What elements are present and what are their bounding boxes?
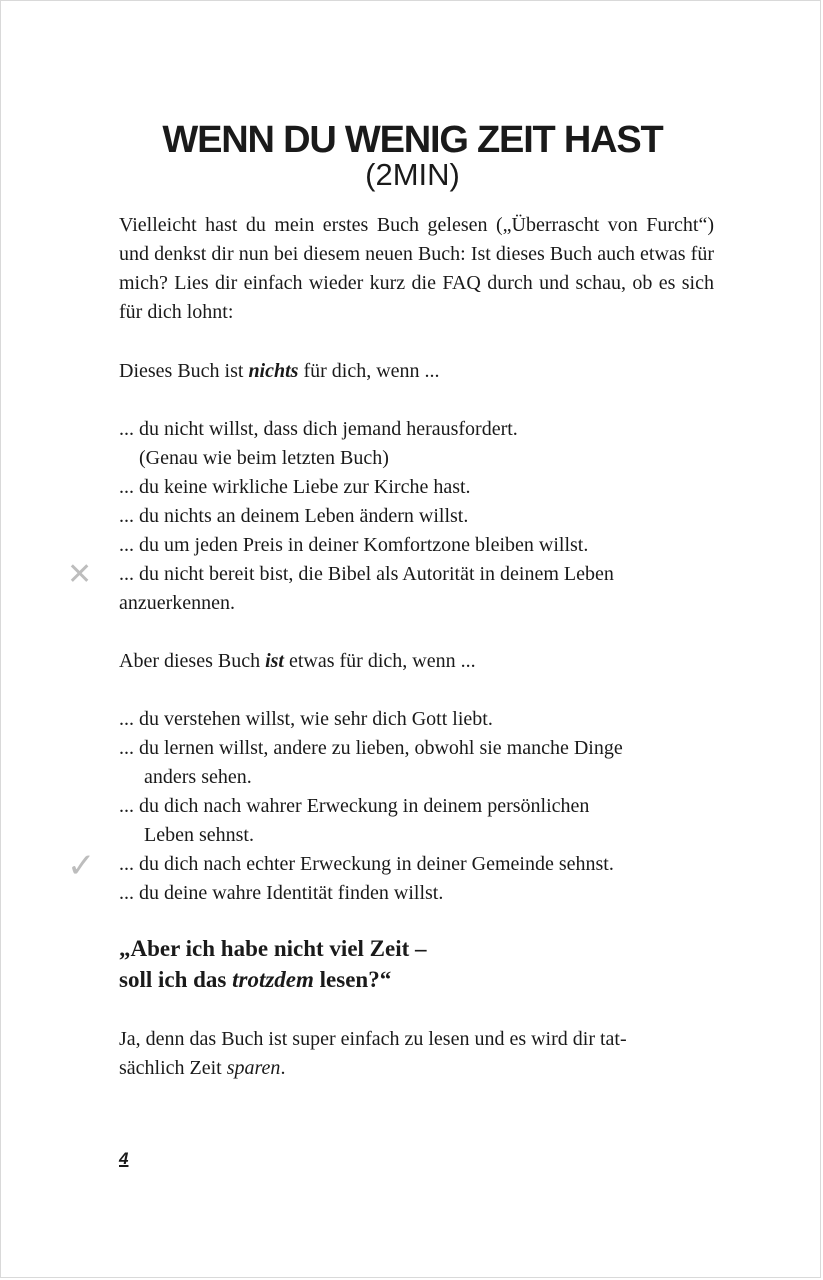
answer-emphasis: sparen bbox=[226, 1057, 281, 1079]
answer-post: . bbox=[280, 1057, 286, 1079]
list-item: anzuerkennen. bbox=[119, 592, 236, 614]
question-pre: soll ich das bbox=[119, 967, 233, 992]
question-heading bbox=[119, 933, 714, 995]
page-title: WENN DU WENIG ZEIT HAST bbox=[162, 119, 663, 161]
question-emphasis: trotzdem bbox=[232, 967, 314, 992]
answer-pre: sächlich Zeit bbox=[119, 1057, 227, 1079]
is-for-lead-emphasis: ist bbox=[265, 650, 284, 672]
page-number: 4 bbox=[119, 1149, 129, 1168]
intro-text: Vielleicht hast du mein erstes Buch gelesen („Überrascht von Furcht“) und denkst dir nun bei diesem neuen Buch: Ist dieses Buch auch etwas für mich? Lies dir einfach wieder kurz die FAQ durch und schau, ob es sich für dich lohnt: bbox=[119, 214, 714, 323]
list-item: Leben sehnst. bbox=[144, 824, 254, 846]
list-item: ... du keine wirkliche Liebe zur Kirche hast. bbox=[119, 476, 471, 498]
is-for-lead-post: etwas für dich, wenn ... bbox=[283, 650, 476, 672]
question-line-2 bbox=[119, 964, 714, 995]
not-for-lead-emphasis: nichts bbox=[248, 360, 299, 382]
list-item: ... du nichts an deinem Leben ändern willst. bbox=[119, 505, 469, 527]
answer-line-2 bbox=[119, 1054, 714, 1083]
not-for-lead-pre: Dieses Buch ist bbox=[119, 360, 249, 382]
list-item: anders sehen. bbox=[144, 766, 252, 788]
is-for-lead bbox=[119, 647, 714, 676]
answer-paragraph bbox=[119, 1025, 714, 1083]
list-item: ... du nicht bereit bist, die Bibel als Autorität in deinem Leben bbox=[119, 563, 614, 585]
page-subtitle: (2MIN) bbox=[365, 157, 460, 192]
list-item: ... du dich nach wahrer Erweckung in deinem persönlichen bbox=[119, 795, 590, 817]
check-mark-icon: ✓ bbox=[67, 846, 96, 886]
question-line-1: „Aber ich habe nicht viel Zeit – bbox=[119, 936, 427, 961]
not-for-list bbox=[119, 415, 714, 618]
list-item: (Genau wie beim letzten Buch) bbox=[139, 447, 389, 469]
not-for-lead-post: für dich, wenn ... bbox=[298, 360, 440, 382]
list-item: ... du lernen willst, andere zu lieben, obwohl sie manche Dinge bbox=[119, 737, 623, 759]
not-for-lead bbox=[119, 357, 714, 386]
list-item: ... du nicht willst, dass dich jemand herausfordert. bbox=[119, 418, 518, 440]
list-item: ... du deine wahre Identität finden willst. bbox=[119, 882, 444, 904]
list-item: ... du um jeden Preis in deiner Komfortzone bleiben willst. bbox=[119, 534, 589, 556]
question-post: lesen?“ bbox=[313, 967, 392, 992]
list-item: ... du verstehen willst, wie sehr dich Gott liebt. bbox=[119, 708, 493, 730]
cross-mark-icon: ✕ bbox=[67, 557, 93, 592]
intro-paragraph bbox=[119, 211, 714, 327]
list-item: ... du dich nach echter Erweckung in deiner Gemeinde sehnst. bbox=[119, 853, 614, 875]
answer-line-1: Ja, denn das Buch ist super einfach zu lesen und es wird dir tat- bbox=[119, 1028, 627, 1050]
is-for-lead-pre: Aber dieses Buch bbox=[119, 650, 266, 672]
is-for-list bbox=[119, 705, 714, 908]
